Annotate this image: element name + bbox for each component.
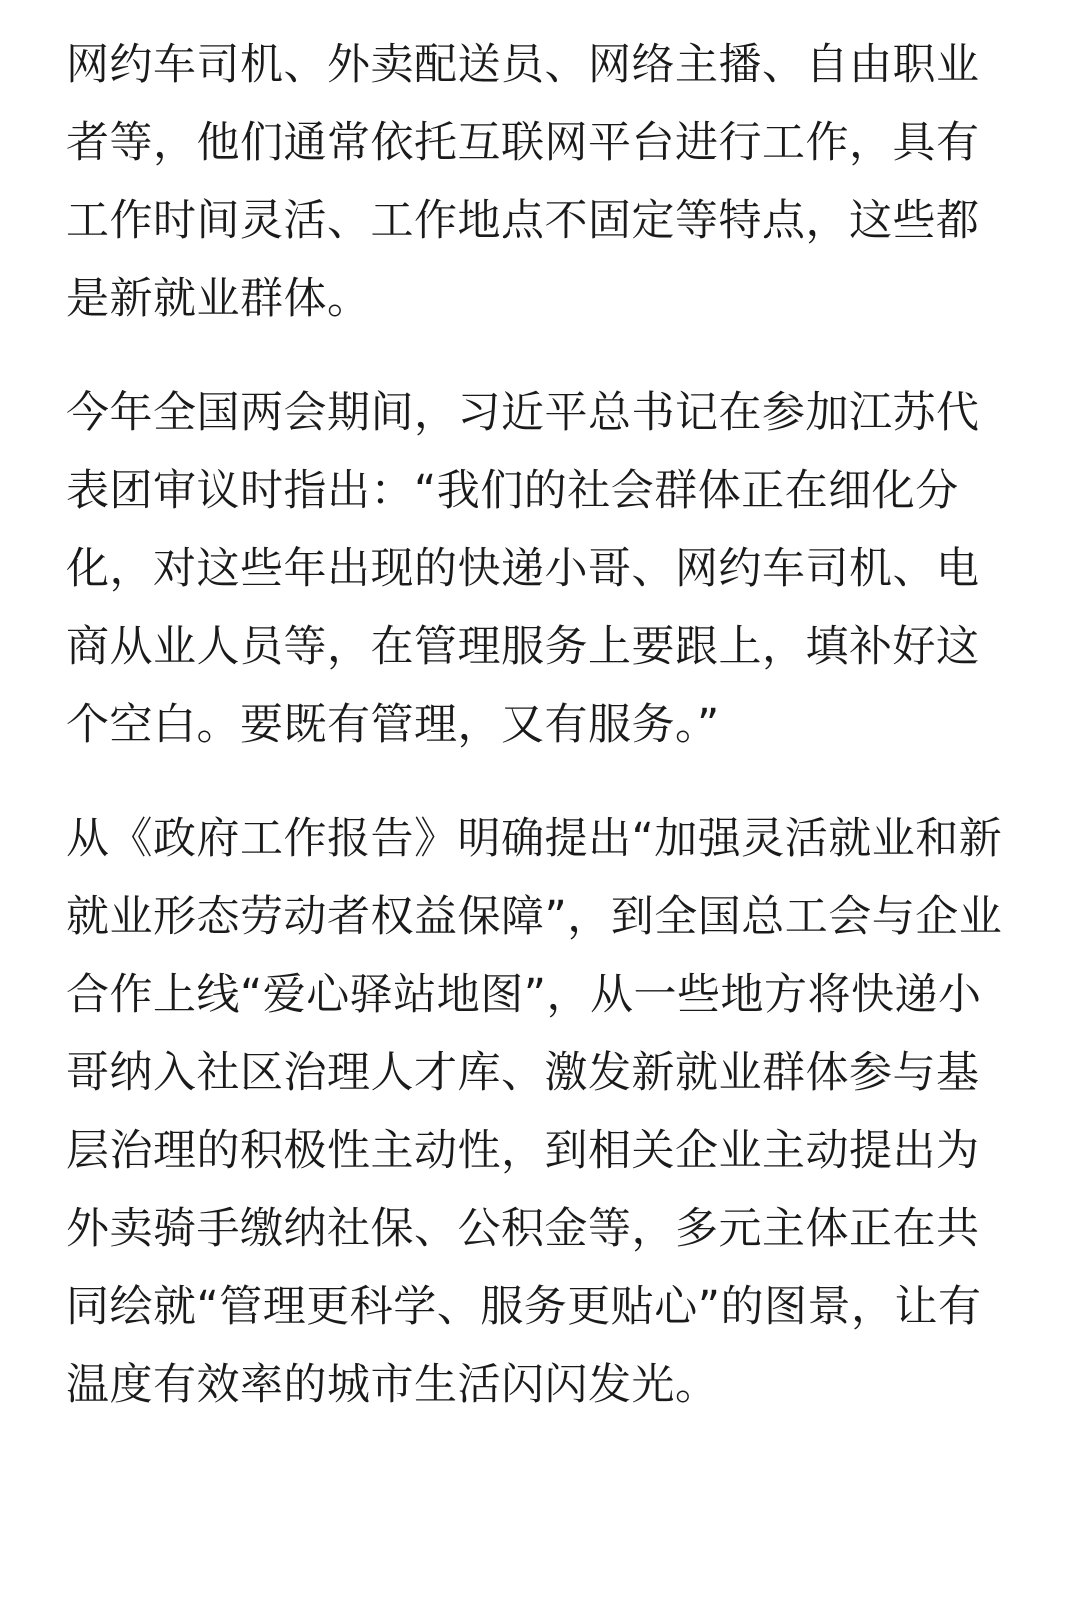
paragraph-line: 温度有效率的城市生活闪闪发光。 bbox=[66, 1360, 719, 1410]
paragraph-government-report bbox=[66, 800, 1018, 1424]
paragraph-line: 工作时间灵活、工作地点不固定等特点，这些都 bbox=[66, 196, 980, 246]
paragraph-line: 外卖骑手缴纳社保、公积金等，多元主体正在共 bbox=[66, 1204, 980, 1254]
paragraph-line: 化，对这些年出现的快递小哥、网约车司机、电 bbox=[66, 544, 980, 594]
paragraph-line: 同绘就“管理更科学、服务更贴心”的图景，让有 bbox=[66, 1282, 982, 1332]
article-body bbox=[66, 26, 1018, 1460]
paragraph-line: 哥纳入社区治理人才库、激发新就业群体参与基 bbox=[66, 1048, 980, 1098]
paragraph-line: 从《政府工作报告》明确提出“加强灵活就业和新 bbox=[66, 814, 1003, 864]
paragraph-line: 者等，他们通常依托互联网平台进行工作，具有 bbox=[66, 118, 980, 168]
paragraph-line: 个空白。要既有管理，又有服务。” bbox=[66, 700, 720, 750]
paragraph-line: 合作上线“爱心驿站地图”，从一些地方将快递小 bbox=[66, 970, 982, 1020]
paragraph-line: 是新就业群体。 bbox=[66, 274, 371, 324]
paragraph-line: 今年全国两会期间，习近平总书记在参加江苏代 bbox=[66, 388, 980, 438]
paragraph-line: 就业形态劳动者权益保障”，到全国总工会与企业 bbox=[66, 892, 1003, 942]
paragraph-line: 表团审议时指出：“我们的社会群体正在细化分 bbox=[66, 466, 959, 516]
paragraph-line: 商从业人员等，在管理服务上要跟上，填补好这 bbox=[66, 622, 980, 672]
paragraph-line: 层治理的积极性主动性，到相关企业主动提出为 bbox=[66, 1126, 980, 1176]
paragraph-line: 网约车司机、外卖配送员、网络主播、自由职业 bbox=[66, 40, 980, 90]
paragraph-two-sessions-quote bbox=[66, 374, 1018, 764]
paragraph-new-employment-groups bbox=[66, 26, 1018, 338]
